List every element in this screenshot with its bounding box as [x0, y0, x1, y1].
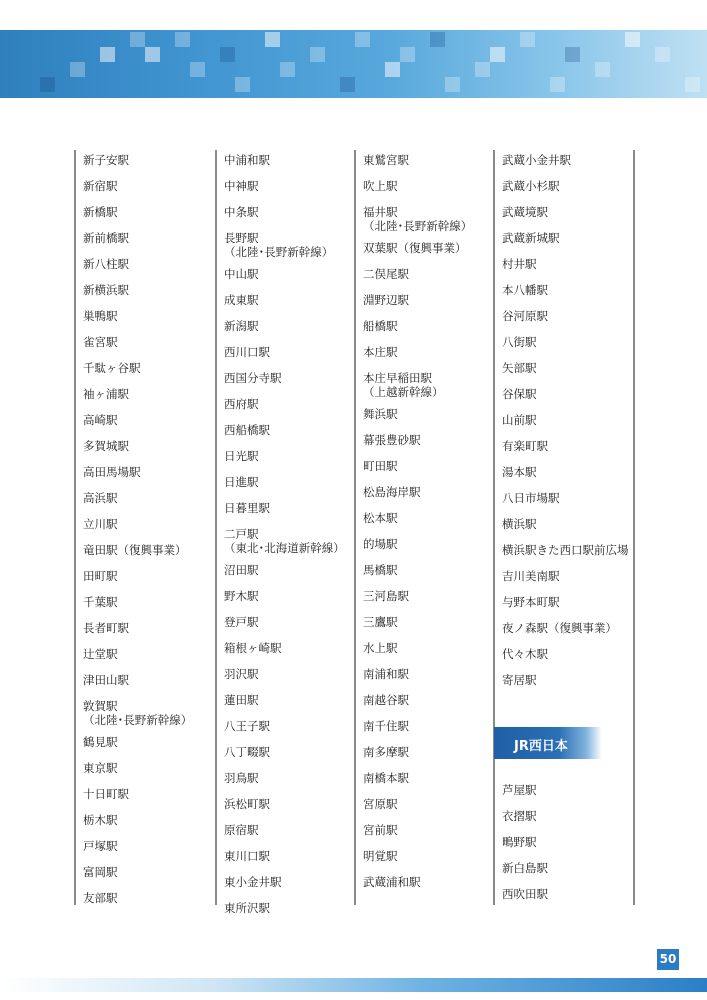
banner-tile: [220, 47, 235, 62]
station-name: 武蔵新城駅: [502, 231, 560, 245]
station-name: 富岡駅: [83, 865, 118, 879]
banner-tile: [520, 32, 535, 47]
station-item: [363, 693, 409, 707]
station-name: 日進駅: [224, 475, 259, 489]
station-name: 中浦和駅: [224, 153, 270, 167]
station-item: [224, 293, 259, 307]
station-item: [502, 809, 537, 823]
station-item: [363, 433, 421, 447]
station-item: [83, 761, 118, 775]
station-name: 二俣尾駅: [363, 267, 409, 281]
station-name: 辻堂駅: [83, 647, 118, 661]
station-item: [502, 335, 537, 349]
column-divider: [633, 150, 635, 905]
station-name: 村井駅: [502, 257, 537, 271]
banner-tile: [40, 77, 55, 92]
station-name: 新八柱駅: [83, 257, 129, 271]
station-item: [363, 849, 398, 863]
station-item: [502, 439, 548, 453]
station-item: [363, 205, 472, 233]
station-name: 谷河原駅: [502, 309, 548, 323]
station-item: [502, 387, 537, 401]
station-item: [224, 179, 259, 193]
station-name: 淵野辺駅: [363, 293, 409, 307]
banner-tile: [340, 77, 355, 92]
station-item: [363, 641, 398, 655]
banner-tile: [565, 47, 580, 62]
station-name: 三鷹駅: [363, 615, 398, 629]
station-item: [83, 735, 118, 749]
station-name: 幕張豊砂駅: [363, 433, 421, 447]
station-name: 有楽町駅: [502, 439, 548, 453]
station-name: 宮前駅: [363, 823, 398, 837]
station-item: [83, 787, 129, 801]
station-name: 千葉駅: [83, 595, 118, 609]
banner-tile: [430, 32, 445, 47]
station-name: 代々木駅: [502, 647, 548, 661]
banner-tile: [400, 47, 415, 62]
station-name: 横浜駅きた西口駅前広場: [502, 543, 629, 557]
station-item: [502, 517, 537, 531]
station-item: [224, 641, 282, 655]
station-name: 西吹田駅: [502, 887, 548, 901]
station-note: （北陸･長野新幹線）: [363, 219, 473, 233]
station-item: [502, 543, 629, 557]
station-item: [83, 465, 141, 479]
station-note: （北陸･長野新幹線）: [224, 245, 334, 259]
station-column-3: [354, 150, 494, 905]
station-item: [363, 771, 409, 785]
station-name: 夜ノ森駅（復興事業）: [502, 621, 617, 635]
station-item: [363, 267, 409, 281]
station-item: [83, 647, 118, 661]
station-item: [83, 335, 118, 349]
station-item: [83, 283, 129, 297]
station-name: 八街駅: [502, 335, 537, 349]
station-name: 西船橋駅: [224, 423, 270, 437]
station-name: 双葉駅（復興事業）: [363, 241, 467, 255]
station-item: [83, 439, 129, 453]
station-name: 沼田駅: [224, 563, 259, 577]
station-item: [502, 647, 548, 661]
station-item: [83, 813, 118, 827]
station-name: 立川駅: [83, 517, 118, 531]
station-name: 新白島駅: [502, 861, 548, 875]
station-name: 日暮里駅: [224, 501, 270, 515]
station-item: [363, 615, 398, 629]
station-item: [83, 153, 129, 167]
station-name: 友部駅: [83, 891, 118, 905]
station-name: 明覚駅: [363, 849, 398, 863]
station-item: [83, 569, 118, 583]
station-item: [83, 205, 118, 219]
station-name: 横浜駅: [502, 517, 537, 531]
section-title: JR西日本: [514, 739, 568, 754]
station-name: 新潟駅: [224, 319, 259, 333]
station-name: 南越谷駅: [363, 693, 409, 707]
station-name: 千駄ヶ谷駅: [83, 361, 141, 375]
header-banner: [0, 30, 707, 98]
station-item: [83, 673, 129, 687]
station-name: 武蔵小金井駅: [502, 153, 571, 167]
station-item: [502, 231, 560, 245]
station-column-1: [74, 150, 214, 905]
station-name: 三河島駅: [363, 589, 409, 603]
station-name: 雀宮駅: [83, 335, 118, 349]
station-item: [83, 839, 118, 853]
station-item: [224, 267, 259, 281]
section-header-jr-west: [494, 727, 602, 759]
station-name: 新前橋駅: [83, 231, 129, 245]
station-name: 武蔵境駅: [502, 205, 548, 219]
station-name: 中神駅: [224, 179, 259, 193]
station-item: [83, 891, 118, 905]
station-name: 町田駅: [363, 459, 398, 473]
banner-tile: [130, 32, 145, 47]
station-name: 宮原駅: [363, 797, 398, 811]
station-item: [502, 595, 560, 609]
station-name: 武蔵小杉駅: [502, 179, 560, 193]
station-name: 松本駅: [363, 511, 398, 525]
station-name: 高田馬場駅: [83, 465, 141, 479]
station-name: 吹上駅: [363, 179, 398, 193]
station-item: [363, 371, 444, 399]
station-name: 与野本町駅: [502, 595, 560, 609]
station-name: 西府駅: [224, 397, 259, 411]
station-name: 南千住駅: [363, 719, 409, 733]
station-item: [83, 231, 129, 245]
station-item: [363, 293, 409, 307]
station-name: 栃木駅: [83, 813, 118, 827]
station-item: [224, 563, 259, 577]
station-name: 新横浜駅: [83, 283, 129, 297]
station-item: [363, 153, 409, 167]
station-name: 武蔵浦和駅: [363, 875, 421, 889]
banner-tile: [685, 77, 700, 92]
station-item: [502, 569, 560, 583]
station-name: 西国分寺駅: [224, 371, 282, 385]
station-name: 八王子駅: [224, 719, 270, 733]
station-name: 鴫野駅: [502, 835, 537, 849]
station-item: [502, 835, 537, 849]
station-item: [363, 459, 398, 473]
station-item: [363, 485, 421, 499]
station-name: 八日市場駅: [502, 491, 560, 505]
banner-tile: [190, 62, 205, 77]
station-name: 八丁畷駅: [224, 745, 270, 759]
station-item: [83, 543, 187, 557]
column-divider: [215, 150, 217, 905]
station-item: [224, 153, 270, 167]
station-name: 羽鳥駅: [224, 771, 259, 785]
station-name: 新子安駅: [83, 153, 129, 167]
station-item: [224, 205, 259, 219]
station-item: [502, 861, 548, 875]
station-item: [224, 771, 259, 785]
station-name: 寄居駅: [502, 673, 537, 687]
station-item: [502, 491, 560, 505]
station-note: （北陸･長野新幹線）: [83, 713, 193, 727]
station-name: 野木駅: [224, 589, 259, 603]
banner-tile: [490, 47, 505, 62]
station-item: [83, 491, 118, 505]
station-item: [363, 511, 398, 525]
station-name: 的場駅: [363, 537, 398, 551]
station-name: 新橋駅: [83, 205, 118, 219]
station-item: [502, 309, 548, 323]
station-column-4: [493, 150, 643, 905]
station-item: [224, 231, 333, 259]
banner-tile: [265, 32, 280, 47]
station-name: 本庄早稲田駅: [363, 371, 432, 385]
station-name: 二戸駅: [224, 527, 259, 541]
station-item: [224, 475, 259, 489]
station-name: 巣鴨駅: [83, 309, 118, 323]
station-item: [83, 621, 129, 635]
station-name: 浜松町駅: [224, 797, 270, 811]
banner-tile: [280, 62, 295, 77]
station-name: 南橋本駅: [363, 771, 409, 785]
station-item: [83, 595, 118, 609]
station-item: [363, 797, 398, 811]
station-item: [363, 875, 421, 889]
station-item: [502, 153, 571, 167]
station-item: [83, 517, 118, 531]
station-item: [224, 319, 259, 333]
station-item: [83, 865, 118, 879]
station-item: [83, 309, 118, 323]
station-name: 山前駅: [502, 413, 537, 427]
station-item: [224, 345, 270, 359]
station-name: 本八幡駅: [502, 283, 548, 297]
station-item: [83, 387, 129, 401]
station-item: [224, 823, 259, 837]
station-name: 本庄駅: [363, 345, 398, 359]
station-note: （上越新幹線）: [363, 385, 444, 399]
station-name: 原宿駅: [224, 823, 259, 837]
station-item: [363, 345, 398, 359]
station-name: 津田山駅: [83, 673, 129, 687]
station-item: [363, 563, 398, 577]
station-item: [224, 875, 282, 889]
station-name: 船橋駅: [363, 319, 398, 333]
station-name: 高浜駅: [83, 491, 118, 505]
station-item: [502, 783, 537, 797]
banner-tile: [355, 32, 370, 47]
banner-tile: [100, 47, 115, 62]
station-name: 敦賀駅: [83, 699, 118, 713]
banner-tile: [70, 62, 85, 77]
station-name: 高崎駅: [83, 413, 118, 427]
station-item: [502, 673, 537, 687]
station-name: 舞浜駅: [363, 407, 398, 421]
station-item: [363, 537, 398, 551]
station-name: 湯本駅: [502, 465, 537, 479]
station-item: [502, 465, 537, 479]
column-divider: [74, 150, 76, 905]
station-name: 日光駅: [224, 449, 259, 463]
station-name: 芦屋駅: [502, 783, 537, 797]
station-name: 松島海岸駅: [363, 485, 421, 499]
station-item: [363, 667, 409, 681]
station-name: 箱根ヶ崎駅: [224, 641, 282, 655]
station-name: 矢部駅: [502, 361, 537, 375]
station-name: 吉川美南駅: [502, 569, 560, 583]
station-item: [502, 413, 537, 427]
station-name: 蓮田駅: [224, 693, 259, 707]
station-item: [363, 241, 467, 255]
station-name: 竜田駅（復興事業）: [83, 543, 187, 557]
banner-tile: [385, 62, 400, 77]
station-item: [224, 397, 259, 411]
station-name: 鶴見駅: [83, 735, 118, 749]
column-divider: [354, 150, 356, 905]
station-item: [363, 823, 398, 837]
station-name: 十日町駅: [83, 787, 129, 801]
banner-tile: [550, 77, 565, 92]
banner-tile: [625, 32, 640, 47]
station-item: [224, 693, 259, 707]
station-item: [224, 849, 270, 863]
station-item: [224, 371, 282, 385]
station-item: [502, 205, 548, 219]
station-item: [224, 719, 270, 733]
station-item: [363, 319, 398, 333]
station-item: [224, 901, 270, 915]
station-name: 長野駅: [224, 231, 259, 245]
station-item: [83, 413, 118, 427]
station-item: [502, 361, 537, 375]
banner-tile: [175, 32, 190, 47]
station-name: 長者町駅: [83, 621, 129, 635]
station-item: [224, 449, 259, 463]
station-name: 袖ヶ浦駅: [83, 387, 129, 401]
station-name: 水上駅: [363, 641, 398, 655]
banner-tile: [475, 62, 490, 77]
station-item: [224, 667, 259, 681]
station-name: 東小金井駅: [224, 875, 282, 889]
station-item: [224, 501, 270, 515]
station-name: 田町駅: [83, 569, 118, 583]
station-name: 東京駅: [83, 761, 118, 775]
station-item: [363, 407, 398, 421]
station-note: （東北･北海道新幹線）: [224, 541, 345, 555]
banner-tile: [655, 47, 670, 62]
footer-band: [0, 978, 707, 992]
banner-tile: [595, 62, 610, 77]
station-item: [224, 423, 270, 437]
station-item: [363, 719, 409, 733]
banner-tile: [145, 47, 160, 62]
station-item: [502, 257, 537, 271]
station-item: [363, 179, 398, 193]
station-name: 南多摩駅: [363, 745, 409, 759]
station-name: 谷保駅: [502, 387, 537, 401]
station-name: 成東駅: [224, 293, 259, 307]
station-name: 西川口駅: [224, 345, 270, 359]
station-item: [502, 179, 560, 193]
station-item: [224, 527, 345, 555]
station-item: [224, 745, 270, 759]
station-item: [83, 361, 141, 375]
station-item: [224, 615, 259, 629]
station-name: 福井駅: [363, 205, 398, 219]
station-item: [224, 797, 270, 811]
station-name: 多賀城駅: [83, 439, 129, 453]
column-divider: [493, 150, 495, 905]
station-item: [83, 699, 192, 727]
station-name: 羽沢駅: [224, 667, 259, 681]
station-name: 南浦和駅: [363, 667, 409, 681]
station-name: 東鷲宮駅: [363, 153, 409, 167]
station-column-2: [215, 150, 355, 915]
banner-tile: [445, 77, 460, 92]
station-item: [502, 887, 548, 901]
station-name: 衣摺駅: [502, 809, 537, 823]
station-item: [502, 283, 548, 297]
station-name: 東所沢駅: [224, 901, 270, 915]
station-name: 新宿駅: [83, 179, 118, 193]
page-number: 50: [657, 949, 679, 970]
station-name: 戸塚駅: [83, 839, 118, 853]
station-item: [363, 745, 409, 759]
station-item: [83, 257, 129, 271]
station-item: [502, 621, 617, 635]
station-name: 中条駅: [224, 205, 259, 219]
station-name: 登戸駅: [224, 615, 259, 629]
banner-tile: [235, 77, 250, 92]
banner-tile: [310, 47, 325, 62]
station-item: [83, 179, 118, 193]
station-name: 中山駅: [224, 267, 259, 281]
station-item: [224, 589, 259, 603]
station-item: [363, 589, 409, 603]
station-name: 東川口駅: [224, 849, 270, 863]
station-name: 馬橋駅: [363, 563, 398, 577]
